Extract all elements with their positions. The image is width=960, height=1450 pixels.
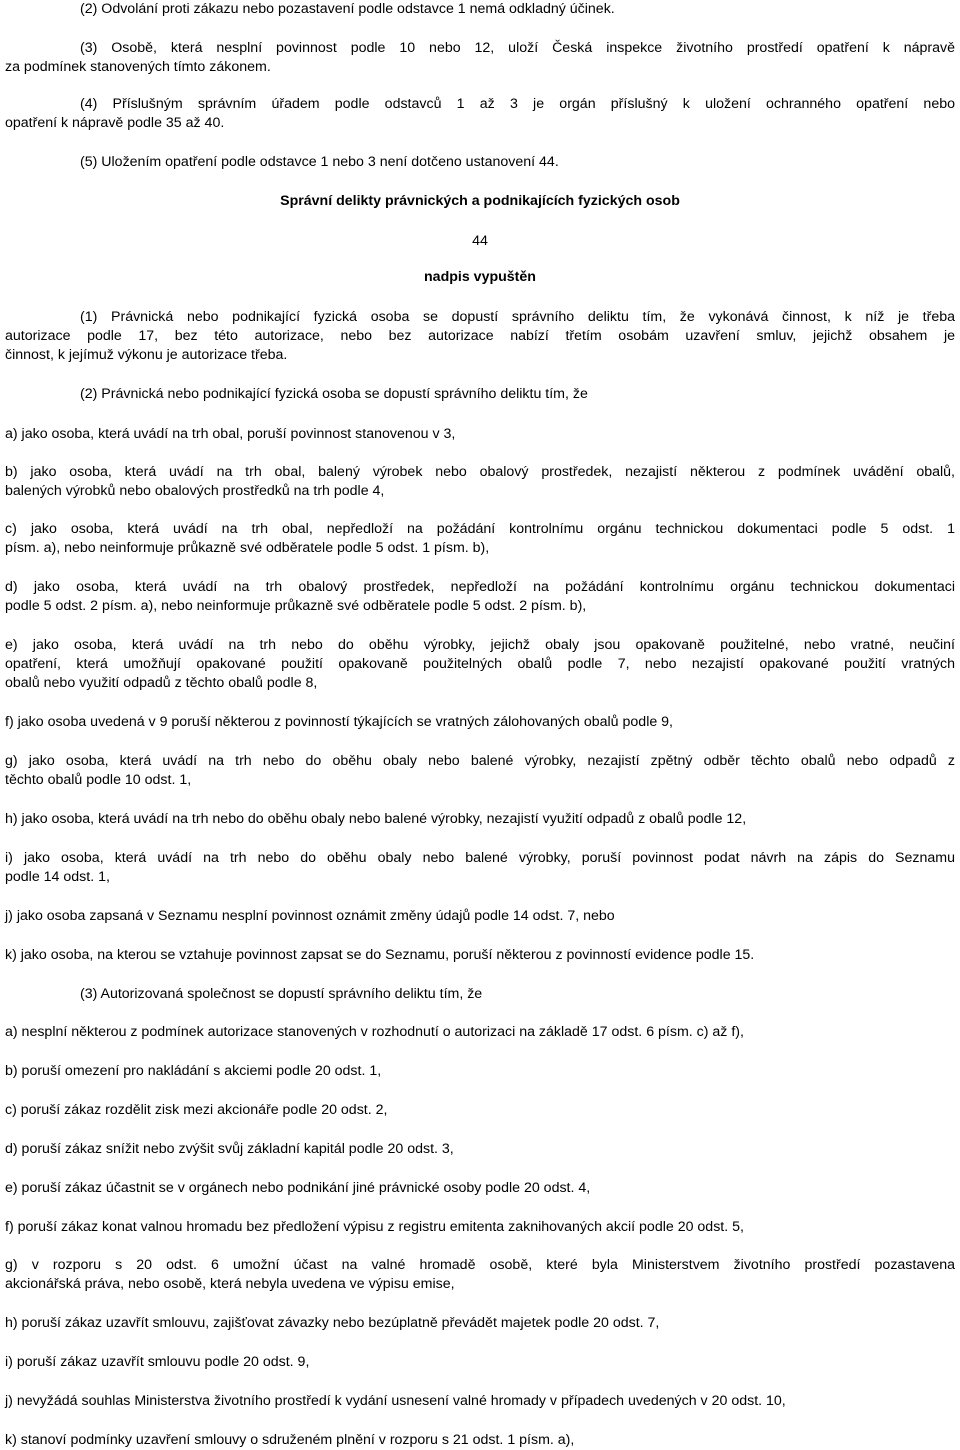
text-line: písm. a), nebo neinformuje průkazně své odběratele podle 5 odst. 1 písm. b),	[5, 540, 490, 556]
text-line: akcionářská práva, nebo osobě, která nebyla uvedena ve výpisu emise,	[5, 1276, 455, 1292]
text-line: j) jako osoba zapsaná v Seznamu nesplní povinnost oznámit změny údajů podle 14 odst. 7, nebo	[5, 908, 615, 924]
text-line: (5) Uložením opatření podle odstavce 1 nebo 3 není dotčeno ustanovení 44.	[80, 154, 559, 170]
text-line: h) jako osoba, která uvádí na trh nebo do oběhu obaly nebo balené výrobky, nezajistí využití odpadů z obalů podle 12,	[5, 811, 747, 827]
text-line: 44	[472, 233, 488, 249]
text-line: e) jako osoba, která uvádí na trh nebo do oběhu výrobky, jejichž obaly jsou opakovaně použitelné, nebo vratné, neučiní	[5, 637, 955, 653]
text-line: (3) Autorizovaná společnost se dopustí správního deliktu tím, že	[80, 986, 483, 1002]
text-line: b) poruší omezení pro nakládání s akciemi podle 20 odst. 1,	[5, 1063, 382, 1079]
text-line: c) jako osoba, která uvádí na trh obal, nepředloží na požádání kontrolnímu orgánu technickou dokumentaci podle 5 odst. 1	[5, 521, 955, 537]
text-line: d) jako osoba, která uvádí na trh obalový prostředek, nepředloží na požádání kontrolnímu orgánu technickou dokumentaci	[5, 579, 955, 595]
text-line: těchto obalů podle 10 odst. 1,	[5, 772, 192, 788]
text-line: (4) Příslušným správním úřadem podle odstavců 1 až 3 je orgán příslušný k uložení ochranného opatření nebo	[80, 96, 955, 112]
text-line: g) jako osoba, která uvádí na trh nebo do oběhu obaly nebo balené výrobky, nezajistí zpětný odběr těchto obalů nebo odpadů z	[5, 753, 955, 769]
text-line: opatření k nápravě podle 35 až 40.	[5, 115, 225, 131]
text-line: za podmínek stanovených tímto zákonem.	[5, 59, 271, 75]
text-line: obalů nebo využití odpadů z těchto obalů podle 8,	[5, 675, 318, 691]
text-line: (3) Osobě, která nesplní povinnost podle 10 nebo 12, uloží Česká inspekce životního prostředí opatření k nápravě	[80, 40, 955, 56]
text-line: b) jako osoba, která uvádí na trh obal, balený výrobek nebo obalový prostředek, nezajistí některou z podmínek uvádění obalů,	[5, 464, 955, 480]
text-line: c) poruší zákaz rozdělit zisk mezi akcionáře podle 20 odst. 2,	[5, 1102, 388, 1118]
text-line: h) poruší zákaz uzavřít smlouvu, zajišťovat závazky nebo bezúplatně převádět majetek podle 20 odst. 7,	[5, 1315, 660, 1331]
text-line: opatření, která umožňují opakované použití opakovaně použitelných obalů podle 7, nebo nezajistí opakované použití vratných	[5, 656, 955, 672]
text-line: a) jako osoba, která uvádí na trh obal, poruší povinnost stanovenou v 3,	[5, 426, 456, 442]
text-line: (1) Právnická nebo podnikající fyzická osoba se dopustí správního deliktu tím, že vykonává činnost, k níž je třeba	[80, 309, 955, 325]
text-line: balených výrobků nebo obalových prostředků na trh podle 4,	[5, 483, 385, 499]
text-line: d) poruší zákaz snížit nebo zvýšit svůj základní kapitál podle 20 odst. 3,	[5, 1141, 454, 1157]
text-line: k) stanoví podmínky uzavření smlouvy o sdruženém plnění v rozporu s 21 odst. 1 písm. a),	[5, 1432, 575, 1448]
text-line: činnost, k jejímuž výkonu je autorizace třeba.	[5, 347, 288, 363]
text-line: podle 5 odst. 2 písm. a), nebo neinformuje průkazně své odběratele podle 5 odst. 2 písm. b),	[5, 598, 587, 614]
text-line: nadpis vypuštěn	[424, 269, 536, 285]
text-line: f) jako osoba uvedená v 9 poruší některou z povinností týkajících se vratných zálohovaných obalů podle 9,	[5, 714, 674, 730]
text-line: Správní delikty právnických a podnikajících fyzických osob	[280, 193, 680, 209]
text-line: f) poruší zákaz konat valnou hromadu bez předložení výpisu z registru emitenta zaknihovaných akcií podle 20 odst. 5,	[5, 1219, 744, 1235]
text-line: k) jako osoba, na kterou se vztahuje povinnost zapsat se do Seznamu, poruší některou z povinností evidence podle 15.	[5, 947, 755, 963]
text-line: (2) Právnická nebo podnikající fyzická osoba se dopustí správního deliktu tím, že	[80, 386, 588, 402]
text-line: e) poruší zákaz účastnit se v orgánech nebo podnikání jiné právnické osoby podle 20 odst. 4,	[5, 1180, 591, 1196]
text-line: autorizace podle 17, bez této autorizace, nebo bez autorizace nabízí třetím osobám uzavření smluv, jejichž obsahem je	[5, 328, 955, 344]
text-line: i) poruší zákaz uzavřít smlouvu podle 20 odst. 9,	[5, 1354, 310, 1370]
text-line: podle 14 odst. 1,	[5, 869, 110, 885]
text-line: (2) Odvolání proti zákazu nebo pozastavení podle odstavce 1 nemá odkladný účinek.	[80, 1, 615, 17]
text-line: g) v rozporu s 20 odst. 6 umožní účast na valné hromadě osobě, které byla Ministerstvem životního prostředí pozastavena	[5, 1257, 955, 1273]
text-line: i) jako osoba, která uvádí na trh nebo do oběhu obaly nebo balené výrobky, poruší povinnost podat návrh na zápis do Seznamu	[5, 850, 955, 866]
text-line: j) nevyžádá souhlas Ministerstva životního prostředí k vydání usnesení valné hromady v případech uvedených v 20 odst. 10,	[5, 1393, 786, 1409]
text-line: a) nesplní některou z podmínek autorizace stanovených v rozhodnutí o autorizaci na základě 17 odst. 6 písm. c) až f),	[5, 1024, 744, 1040]
